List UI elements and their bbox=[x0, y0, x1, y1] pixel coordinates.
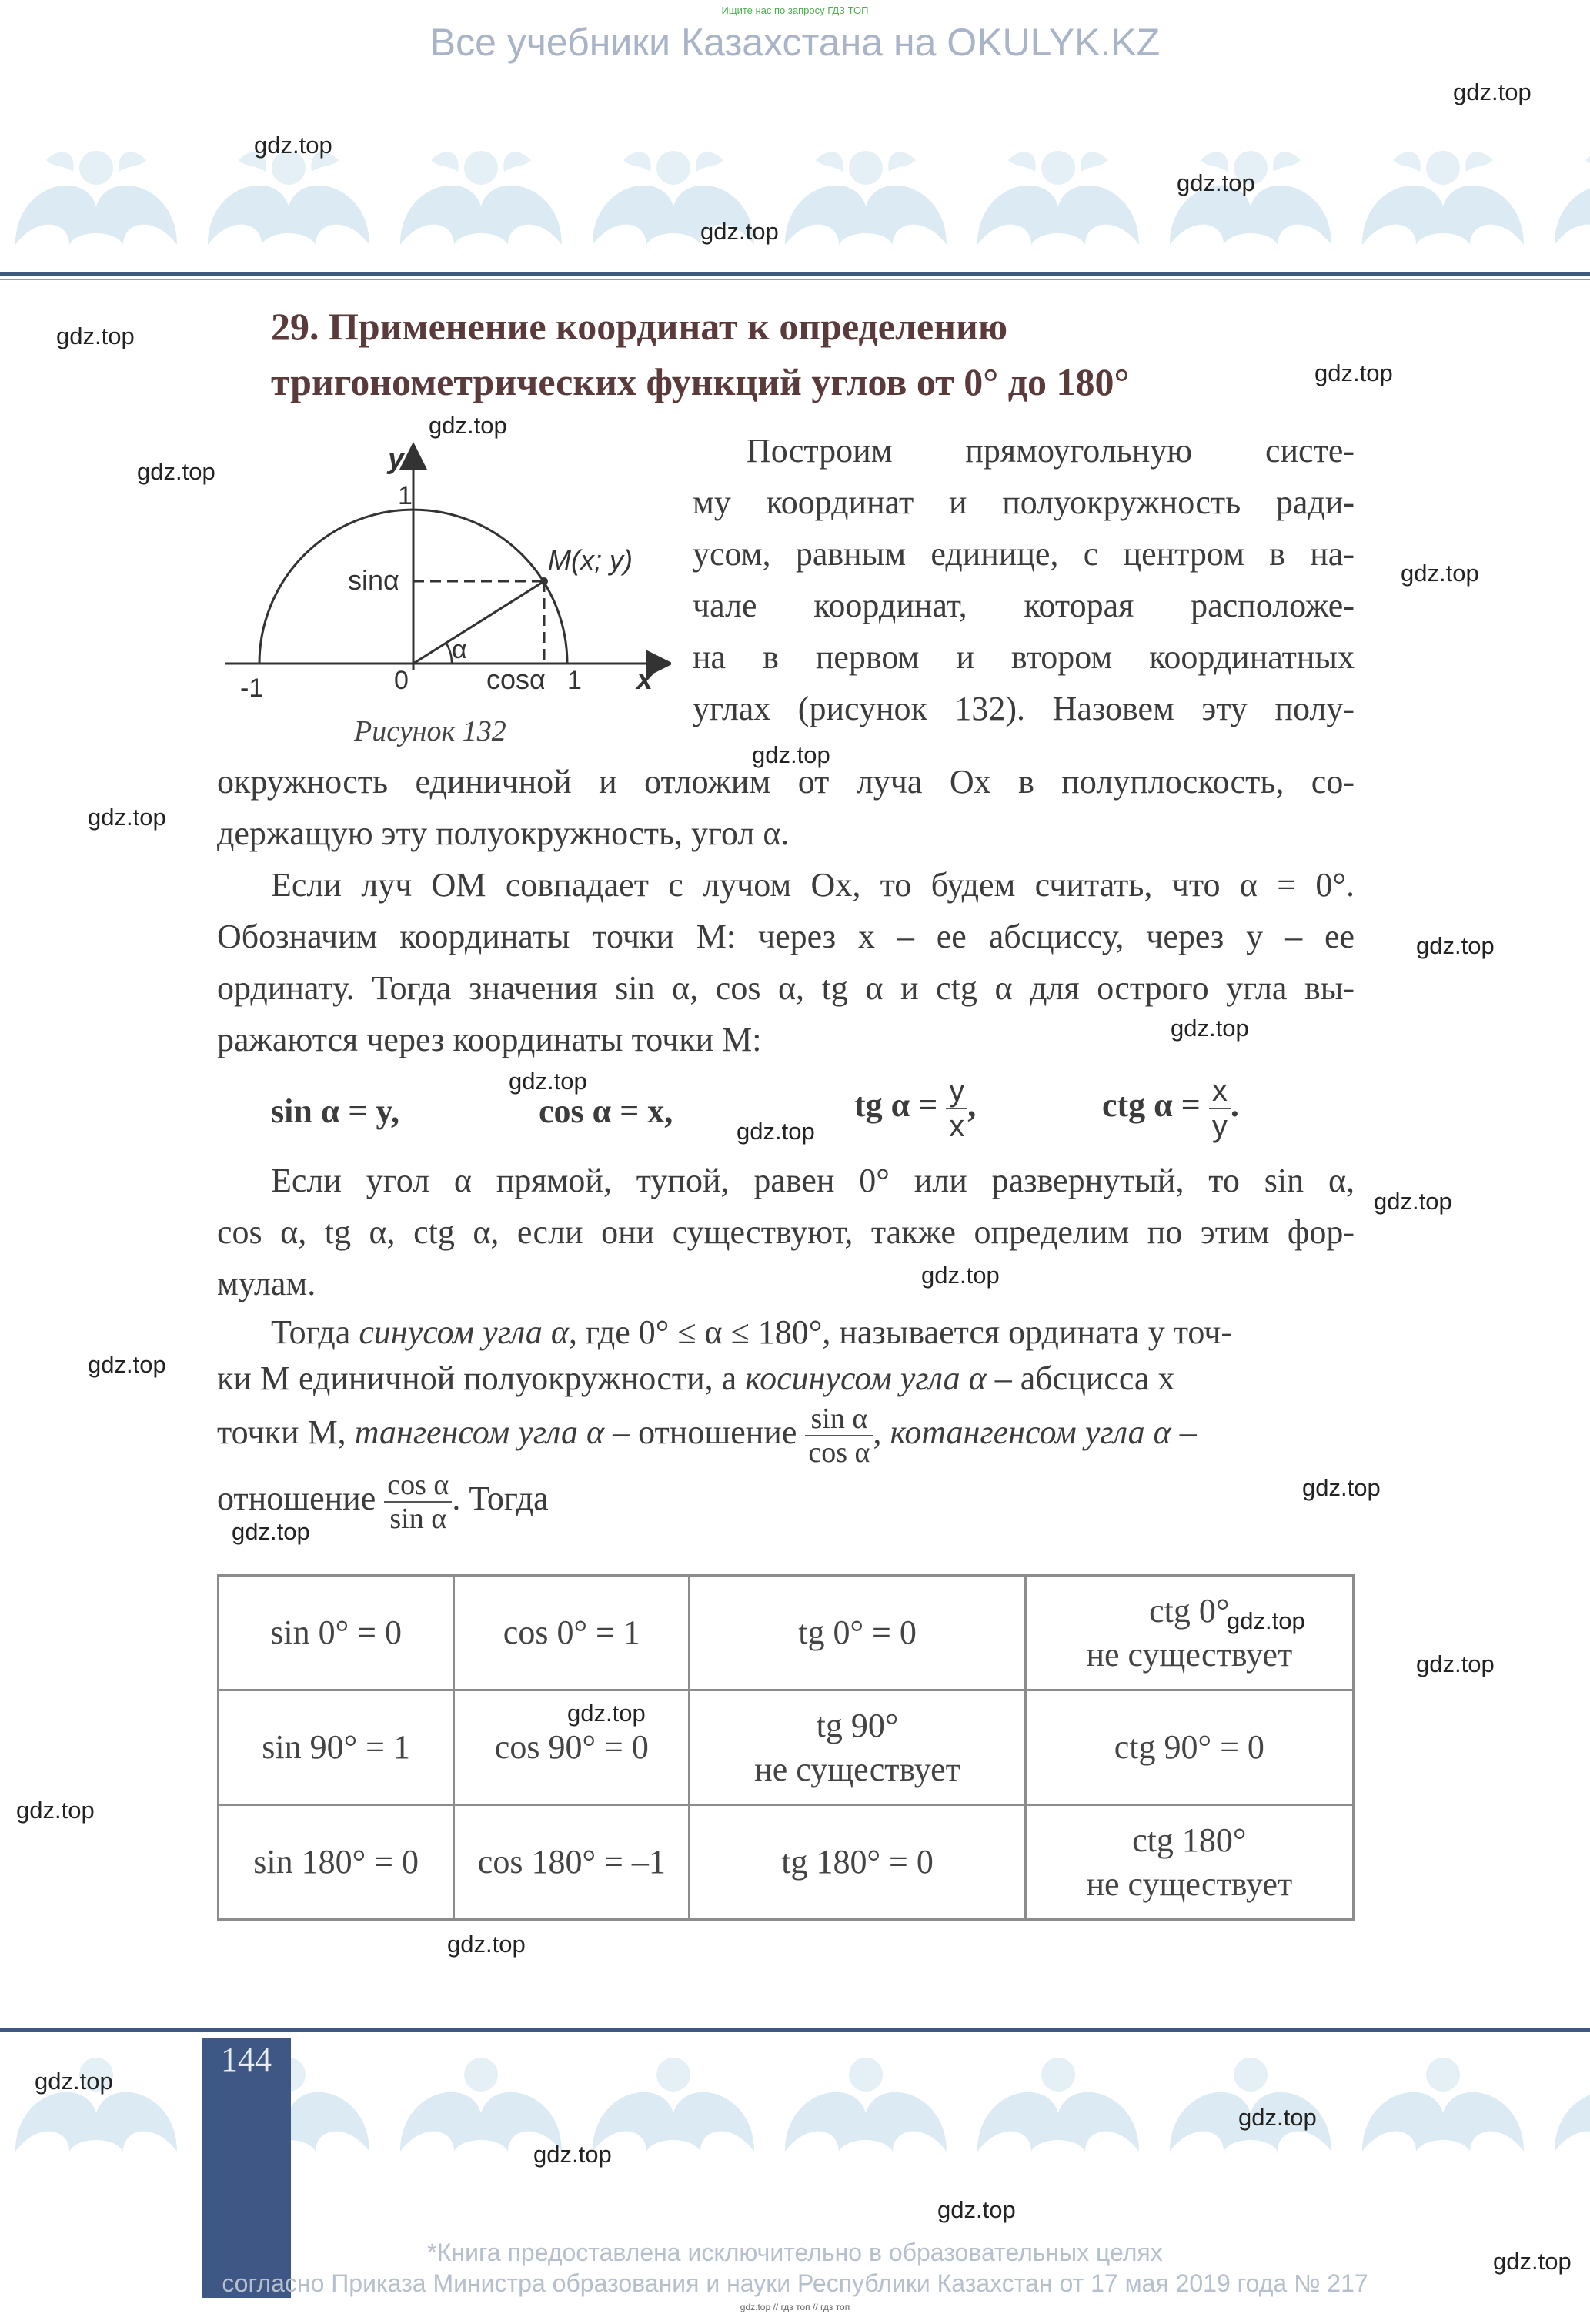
watermark: gdz.top bbox=[1416, 932, 1495, 959]
cell-text: cos 0° = 1 bbox=[503, 1613, 640, 1652]
footer-notice-1: *Книга предоставлена исключительно в образовательных целях bbox=[427, 2239, 1163, 2266]
frac-num: sin α bbox=[805, 1403, 873, 1436]
watermark: gdz.top bbox=[533, 2141, 612, 2168]
p1-line-5: на в первом и втором координатных bbox=[693, 638, 1355, 676]
table-row bbox=[219, 1576, 1354, 1690]
watermark: gdz.top bbox=[1227, 1607, 1305, 1634]
top-ornament-band bbox=[0, 137, 1590, 272]
watermark: gdz.top bbox=[56, 323, 135, 349]
watermark: gdz.top bbox=[1314, 359, 1393, 386]
cell-text: sin 180° = 0 bbox=[253, 1843, 419, 1881]
formula-ctg-label: ctg α = bbox=[1102, 1086, 1201, 1125]
term-tangent: тангенсом угла α bbox=[354, 1413, 605, 1452]
table-cell bbox=[690, 1805, 1025, 1920]
p4-text: отношение bbox=[217, 1480, 385, 1518]
footer-small-links[interactable]: gdz.top // гдз топ // гдз топ bbox=[740, 2302, 850, 2312]
ornament-pattern-top bbox=[0, 137, 1590, 272]
p4-line-1 bbox=[271, 1312, 1232, 1352]
table-cell bbox=[690, 1576, 1025, 1690]
bottom-rule bbox=[0, 2028, 1590, 2032]
table-cell bbox=[690, 1690, 1025, 1805]
site-title[interactable]: Все учебники Казахстана на OKULYK.KZ bbox=[429, 21, 1161, 64]
p2-line-2: Обозначим координаты точки M: через x – ее абсциссу, через y – ее bbox=[217, 918, 1355, 955]
frac-num: cos α bbox=[384, 1469, 452, 1503]
top-note: Ищите нас по запросу ГДЗ ТОП bbox=[721, 5, 869, 16]
watermark: gdz.top bbox=[567, 1700, 646, 1727]
watermark: gdz.top bbox=[700, 218, 779, 245]
frac-den: y bbox=[1211, 1109, 1228, 1143]
term-sine: синусом угла α bbox=[359, 1313, 570, 1351]
watermark: gdz.top bbox=[1493, 2248, 1572, 2275]
table-cell bbox=[219, 1576, 454, 1690]
p1-line-7: окружность единичной и отложим от луча Ox в полуплоскость, со- bbox=[217, 763, 1355, 801]
radius-om bbox=[413, 581, 544, 664]
watermark: gdz.top bbox=[1302, 1474, 1381, 1501]
formula-cos: cos α = x, bbox=[539, 1092, 673, 1130]
cell-text: ctg 0° не существует bbox=[1086, 1591, 1293, 1674]
table-cell bbox=[454, 1805, 690, 1920]
watermark: gdz.top bbox=[737, 1118, 815, 1145]
trig-values-table bbox=[217, 1574, 1355, 1921]
label-sin: sinα bbox=[348, 564, 399, 596]
label-one-y: 1 bbox=[398, 481, 413, 510]
p4-line-3 bbox=[217, 1403, 1197, 1469]
watermark: gdz.top bbox=[1401, 560, 1479, 587]
figure-caption: Рисунок 132 bbox=[354, 715, 506, 747]
label-x: x bbox=[636, 664, 653, 696]
p1-line-1: Построим прямоугольную систе- bbox=[747, 432, 1355, 470]
cell-text: cos 180° = –1 bbox=[477, 1843, 666, 1881]
term-cotangent: котангенсом угла α bbox=[890, 1413, 1171, 1452]
p4-text: – абсцисса x bbox=[986, 1359, 1175, 1397]
p4-text: , bbox=[873, 1413, 890, 1452]
p2-line-4: ражаются через координаты точки M: bbox=[217, 1021, 762, 1058]
formula-tg-label: tg α = bbox=[854, 1086, 938, 1125]
angle-arc bbox=[446, 644, 452, 664]
cell-text: tg 0° = 0 bbox=[798, 1613, 917, 1652]
point-m bbox=[540, 577, 548, 585]
watermark: gdz.top bbox=[1171, 1015, 1249, 1042]
frac-den: x bbox=[949, 1109, 965, 1143]
watermark: gdz.top bbox=[509, 1068, 587, 1095]
p3-line-3: мулам. bbox=[217, 1265, 316, 1302]
p4-line-2 bbox=[217, 1359, 1174, 1398]
frac-den: cos α bbox=[808, 1436, 870, 1469]
frac-num: x bbox=[1209, 1074, 1231, 1109]
label-cos: cosα bbox=[486, 664, 546, 695]
watermark: gdz.top bbox=[1453, 79, 1532, 105]
p2-line-1: Если луч OM совпадает с лучом Ox, то будем считать, что α = 0°. bbox=[271, 866, 1355, 904]
p4-text: Тогда bbox=[271, 1313, 359, 1351]
heading-line-2: тригонометрических функций углов от 0° до 180° bbox=[271, 360, 1130, 403]
cell-text: ctg 180° не существует bbox=[1086, 1821, 1293, 1903]
p4-text: – bbox=[1171, 1413, 1197, 1452]
table-cell bbox=[1025, 1690, 1353, 1805]
watermark: gdz.top bbox=[429, 412, 507, 439]
formula-sin: sin α = y, bbox=[271, 1092, 400, 1130]
watermark: gdz.top bbox=[937, 2196, 1016, 2223]
figure-unit-semicircle bbox=[217, 439, 671, 762]
table-cell bbox=[219, 1690, 454, 1805]
p3-line-2: cos α, tg α, ctg α, если они существуют, также определим по этим фор- bbox=[217, 1213, 1355, 1251]
watermark: gdz.top bbox=[254, 132, 332, 159]
p1-line-3: усом, равным единице, с центром в на- bbox=[693, 535, 1355, 573]
p2-line-3: ординату. Тогда значения sin α, cos α, tg α и ctg α для острого угла вы- bbox=[217, 969, 1355, 1007]
cell-text: cos 90° = 0 bbox=[494, 1728, 649, 1767]
p4-text: ки M единичной полуокружности, а bbox=[217, 1359, 746, 1397]
cell-text: tg 180° = 0 bbox=[781, 1843, 934, 1881]
frac-num: y bbox=[946, 1074, 967, 1109]
label-point-m: M(x; y) bbox=[548, 544, 633, 576]
cell-text: sin 90° = 1 bbox=[262, 1728, 410, 1767]
section-heading bbox=[271, 299, 1364, 410]
frac-y-over-x bbox=[946, 1074, 967, 1143]
watermark: gdz.top bbox=[137, 458, 215, 485]
p3-line-1: Если угол α прямой, тупой, равен 0° или развернутый, то sin α, bbox=[271, 1162, 1355, 1199]
top-rule-thin bbox=[0, 279, 1590, 280]
watermark: gdz.top bbox=[232, 1518, 310, 1545]
watermark: gdz.top bbox=[16, 1797, 95, 1824]
formula-ctg: ctg α = $\frac{x}{y}$ . bbox=[1102, 1074, 1239, 1143]
p4-text: – отношение bbox=[604, 1413, 806, 1452]
footer-notice-2: согласно Приказа Министра образования и науки Республики Казахстан от 17 мая 2019 года № 217 bbox=[222, 2269, 1368, 2297]
label-one-x: 1 bbox=[567, 666, 582, 695]
page-number: 144 bbox=[221, 2041, 272, 2078]
table-row bbox=[219, 1690, 1354, 1805]
label-minus-one: -1 bbox=[240, 674, 264, 703]
frac-x-over-y bbox=[1209, 1074, 1231, 1143]
heading-line-1: 29. Применение координат к определению bbox=[271, 305, 1008, 348]
watermark: gdz.top bbox=[1238, 2104, 1317, 2131]
formula-tg: tg α = $\frac{y}{x}$ , bbox=[854, 1074, 977, 1143]
watermark: gdz.top bbox=[1416, 1650, 1495, 1677]
frac-cos-over-sin bbox=[384, 1469, 452, 1535]
frac-sin-over-cos bbox=[805, 1403, 873, 1469]
p1-line-8: держащую эту полуокружность, угол α. bbox=[217, 814, 790, 852]
watermark: gdz.top bbox=[1374, 1188, 1452, 1215]
p4-text: . Тогда bbox=[452, 1480, 549, 1518]
top-rule bbox=[0, 272, 1590, 276]
p1-line-4: чале координат, которая расположе- bbox=[693, 587, 1355, 624]
label-alpha: α bbox=[452, 635, 467, 664]
watermark: gdz.top bbox=[447, 1931, 526, 1958]
watermark: gdz.top bbox=[921, 1262, 1000, 1289]
table-row bbox=[219, 1805, 1354, 1920]
watermark: gdz.top bbox=[1177, 169, 1255, 196]
table-cell bbox=[219, 1805, 454, 1920]
p1-line-2: му координат и полуокружность ради- bbox=[693, 483, 1355, 521]
cell-text: ctg 90° = 0 bbox=[1114, 1728, 1264, 1767]
p4-text: точки M, bbox=[217, 1413, 355, 1452]
watermark: gdz.top bbox=[752, 741, 830, 768]
cell-text: tg 90° не существует bbox=[754, 1706, 960, 1788]
frac-den: sin α bbox=[389, 1503, 447, 1535]
watermark: gdz.top bbox=[88, 1351, 166, 1378]
cell-text: sin 0° = 0 bbox=[270, 1613, 402, 1652]
term-cosine: косинусом угла α bbox=[745, 1359, 987, 1397]
label-y: y bbox=[388, 443, 405, 475]
p1-line-6: углах (рисунок 132). Назовем эту полу- bbox=[693, 690, 1355, 727]
watermark: gdz.top bbox=[35, 2068, 113, 2095]
watermark: gdz.top bbox=[88, 804, 166, 831]
p4-text: , где 0° ≤ α ≤ 180°, называется ордината y точ- bbox=[569, 1313, 1233, 1351]
table-cell bbox=[454, 1576, 690, 1690]
label-zero: 0 bbox=[394, 666, 409, 695]
table-cell bbox=[1025, 1805, 1353, 1920]
